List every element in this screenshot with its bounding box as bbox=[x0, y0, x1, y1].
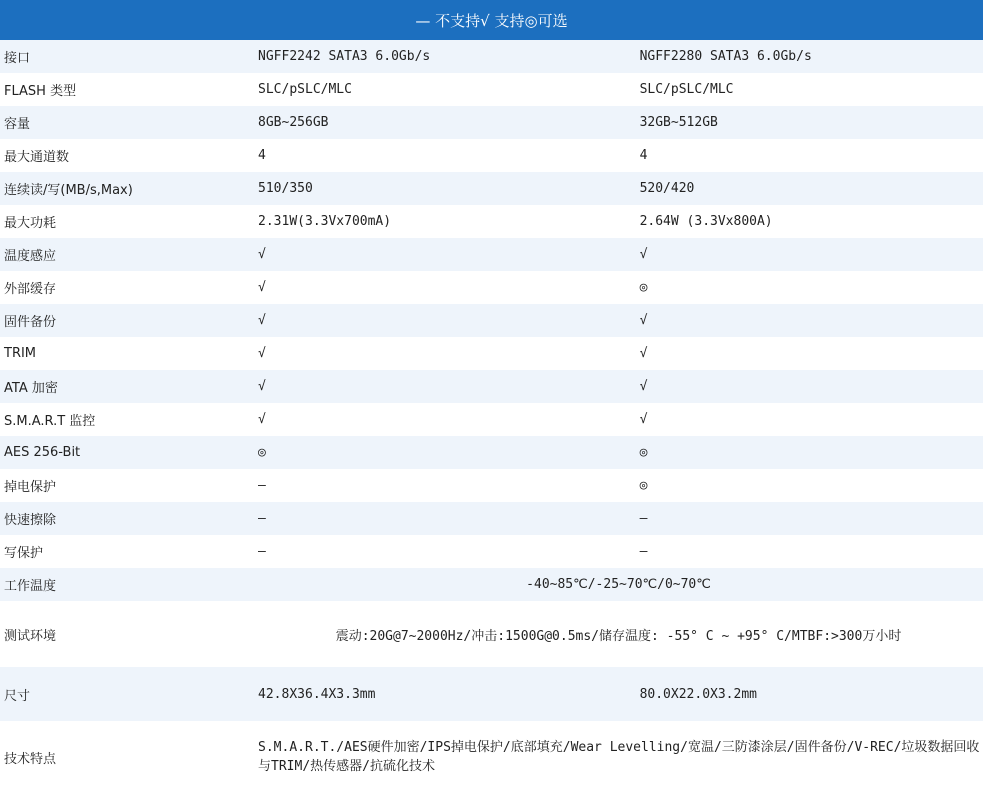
table-row bbox=[0, 238, 983, 271]
value-2242: — bbox=[258, 511, 266, 526]
table-row bbox=[0, 304, 983, 337]
value-2280: √ bbox=[639, 313, 648, 328]
value-2242: — bbox=[258, 544, 266, 559]
row-label: 容量 bbox=[4, 117, 31, 132]
value-2280: SLC/pSLC/MLC bbox=[639, 82, 734, 97]
value-2280: √ bbox=[639, 379, 648, 394]
value-2242: √ bbox=[258, 412, 266, 427]
legend-text: — 不支持√ 支持◎可选 bbox=[415, 11, 568, 30]
table-row bbox=[0, 40, 983, 73]
test-env-value: 震动:20G@7~2000Hz/冲击:1500G@0.5ms/储存温度: -55° C ~ +95° C/MTBF:>300万小时 bbox=[335, 628, 902, 644]
value-2242: 8GB~256GB bbox=[258, 115, 329, 130]
value-2280: ◎ bbox=[639, 478, 648, 493]
row-label: 掉电保护 bbox=[4, 480, 57, 495]
table-row bbox=[0, 601, 983, 667]
table-row bbox=[0, 568, 983, 601]
row-label: 温度感应 bbox=[4, 249, 57, 264]
value-2242: — bbox=[258, 478, 266, 493]
row-label: 外部缓存 bbox=[4, 282, 57, 297]
row-label: 尺寸 bbox=[4, 688, 31, 704]
table-row bbox=[0, 337, 983, 370]
working-temp-value: -40~85℃/-25~70℃/0~70℃ bbox=[526, 577, 711, 592]
value-2242: NGFF2242 SATA3 6.0Gb/s bbox=[258, 49, 431, 64]
value-2242: √ bbox=[258, 346, 266, 361]
value-2280: √ bbox=[639, 346, 648, 361]
row-label: 最大通道数 bbox=[4, 150, 70, 165]
table-row bbox=[0, 106, 983, 139]
value-2280: 32GB~512GB bbox=[639, 115, 718, 130]
row-label: ATA 加密 bbox=[4, 381, 58, 396]
legend-header bbox=[0, 0, 983, 40]
value-2242: √ bbox=[258, 313, 266, 328]
value-2280: √ bbox=[639, 412, 648, 427]
value-2242: 42.8X36.4X3.3mm bbox=[258, 686, 376, 702]
table-row bbox=[0, 535, 983, 568]
value-2280: 2.64W (3.3Vx800A) bbox=[639, 214, 773, 229]
row-label: 测试环境 bbox=[4, 628, 57, 644]
row-label: TRIM bbox=[4, 346, 37, 361]
value-2280: √ bbox=[639, 247, 648, 262]
row-label: 固件备份 bbox=[4, 315, 57, 330]
table-row bbox=[0, 469, 983, 502]
table-row bbox=[0, 172, 983, 205]
row-label: 技术特点 bbox=[4, 751, 57, 767]
row-label: AES 256-Bit bbox=[4, 445, 81, 460]
value-2242: √ bbox=[258, 280, 266, 295]
table-row bbox=[0, 721, 983, 793]
spec-table bbox=[0, 40, 983, 793]
row-label: S.M.A.R.T 监控 bbox=[4, 414, 96, 429]
value-2280: NGFF2280 SATA3 6.0Gb/s bbox=[639, 49, 812, 64]
value-2242: 510/350 bbox=[258, 181, 313, 196]
table-row bbox=[0, 73, 983, 106]
table-row bbox=[0, 205, 983, 238]
value-2280: 520/420 bbox=[639, 181, 695, 196]
row-label: 接口 bbox=[4, 51, 31, 66]
features-value: S.M.A.R.T./AES硬件加密/IPS掉电保护/底部填充/Wear Levelling/宽温/三防漆涂层/固件备份/V-REC/垃圾数据回收与TRIM/热传感器/抗硫化技术 bbox=[258, 740, 980, 774]
table-row bbox=[0, 370, 983, 403]
value-2242: SLC/pSLC/MLC bbox=[258, 82, 352, 97]
table-row bbox=[0, 436, 983, 469]
row-label: 最大功耗 bbox=[4, 216, 57, 231]
value-2280: — bbox=[639, 544, 648, 559]
row-label: 快速擦除 bbox=[4, 513, 57, 528]
row-label: FLASH 类型 bbox=[4, 84, 77, 99]
value-2280: ◎ bbox=[639, 280, 648, 295]
value-2280: — bbox=[639, 511, 648, 526]
value-2280: ◎ bbox=[639, 445, 648, 460]
value-2242: 4 bbox=[258, 148, 266, 163]
value-2280: 4 bbox=[639, 148, 648, 163]
table-row bbox=[0, 139, 983, 172]
table-row bbox=[0, 502, 983, 535]
table-row bbox=[0, 667, 983, 721]
table-row bbox=[0, 403, 983, 436]
row-label: 连续读/写(MB/s,Max) bbox=[4, 183, 133, 198]
value-2280: 80.0X22.0X3.2mm bbox=[639, 686, 757, 702]
value-2242: 2.31W(3.3Vx700mA) bbox=[258, 214, 392, 229]
row-label: 写保护 bbox=[4, 546, 44, 561]
table-row bbox=[0, 271, 983, 304]
row-label: 工作温度 bbox=[4, 579, 57, 594]
value-2242: √ bbox=[258, 379, 266, 394]
value-2242: ◎ bbox=[258, 445, 266, 460]
value-2242: √ bbox=[258, 247, 266, 262]
